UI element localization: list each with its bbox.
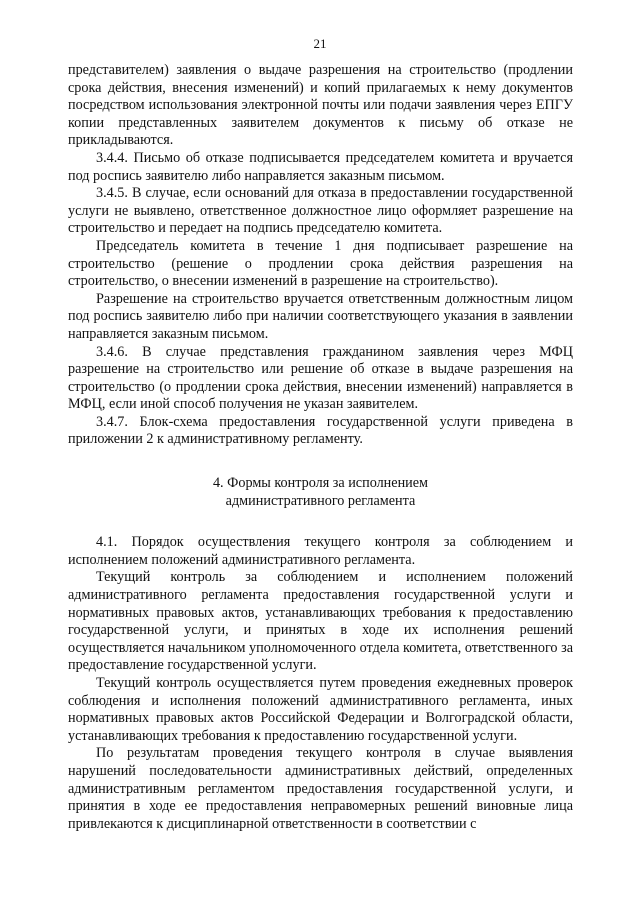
document-body [68,62,573,833]
paragraph: 4.1. Порядок осуществления текущего контроля за соблюдением и исполнением положений административного регламента. [68,534,573,568]
section-heading-line-2: административного регламента [225,492,416,509]
section-heading-line-1: 4. Формы контроля за исполнением [212,475,429,492]
paragraph: представителем) заявления о выдаче разрешения на строительство (продлении срока действия, внесения изменений) и копий прилагаемых к нему документов посредством использования электронной почты или подачи заявления через ЕПГУ копии представленных заявителем документов к письму об отказе не прикладываются. [68,62,573,149]
paragraph: 3.4.7. Блок-схема предоставления государственной услуги приведена в приложении 2 к административному регламенту. [68,413,573,448]
paragraph: 3.4.5. В случае, если оснований для отказа в предоставлении государственной услуги не выявлено, ответственное должностное лицо оформляет разрешение на строительство и передает на подпись председателю комитета. [68,185,573,237]
paragraph: Текущий контроль за соблюдением и исполнением положений административного регламента предоставления государственной услуги и нормативных правовых актов, устанавливающих требования к предоставлению государственной услуги, и принятых в ходе их исполнения решений осуществляется начальником уполномоченного отдела комитета, ответственного за предоставление государственной услуги. [68,569,573,674]
paragraph: Текущий контроль осуществляется путем проведения ежедневных проверок соблюдения и исполнения положений административного регламента, иных нормативных правовых актов Российской Федерации и Волгоградской области, устанавливающих требования к предоставлению государственной услуги. [68,675,573,744]
paragraph: 3.4.6. В случае представления гражданином заявления через МФЦ разрешение на строительство или решение об отказе в выдаче разрешения на строительство (о продлении срока действия, внесении изменений) направляется в МФЦ, если иной способ получения не указан заявителем. [68,343,573,413]
paragraph: По результатам проведения текущего контроля в случае выявления нарушений последовательности административных действий, определенных административным регламентом предоставления государственной услуги, и принятия в ходе ее предоставления неправомерных решений виновные лица привлекаются к дисциплинарной ответственности в соответствии с [68,745,573,832]
paragraph: Председатель комитета в течение 1 дня подписывает разрешение на строительство (решение о продлении срока действия разрешения на строительство, о внесении изменений в разрешение на строительство). [68,237,573,290]
paragraphs-before-heading [68,62,573,449]
paragraph: 3.4.4. Письмо об отказе подписывается председателем комитета и вручается под роспись заявителю либо направляется заказным письмом. [68,149,573,184]
paragraph: Разрешение на строительство вручается ответственным должностным лицом под роспись заявителю либо при наличии соответствующего указания в заявлении направляется заказным письмом. [68,290,573,342]
section-heading [68,475,573,510]
page-number: 21 [313,36,327,51]
paragraphs-after-heading [68,534,573,833]
